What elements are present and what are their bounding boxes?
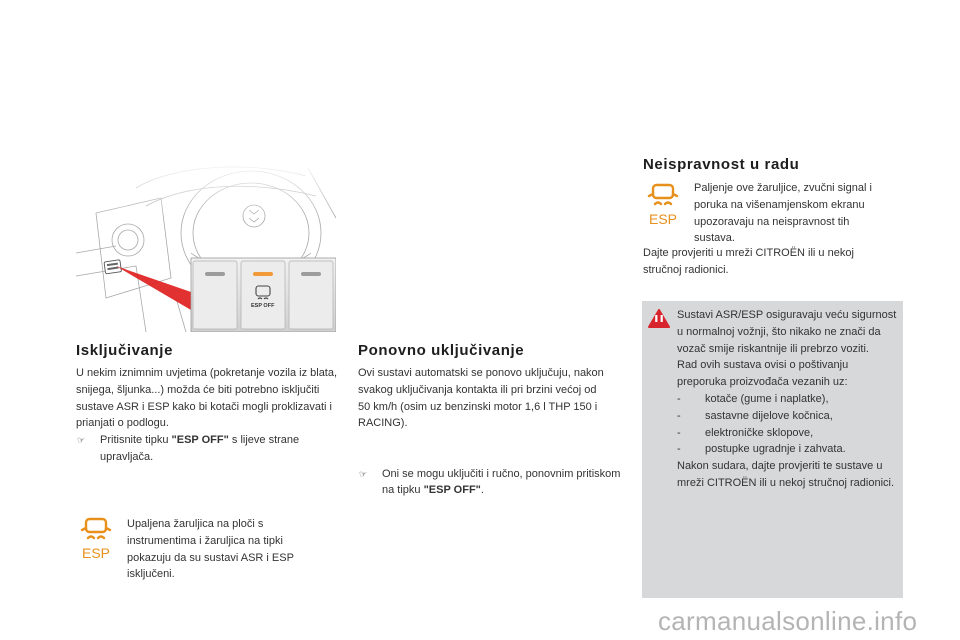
pointer-bullet-icon: ☞ xyxy=(359,468,368,479)
safety-warning-box xyxy=(642,301,903,598)
indicator-note: Upaljena žaruljica na ploči s instrumentima i žaruljica na tipki pokazuju da su sustavi ASR i ESP isključeni. xyxy=(127,518,294,581)
warning-line: Rad ovih sustava ovisi o poštivanju preporuka proizvođača vezanih uz: xyxy=(677,359,849,389)
disabling-paragraph: U nekim iznimnim uvjetima (pokretanje vozila iz blata, snijega, šljunka...) možda će biti potrebno isključiti sustave ASR i ESP kako bi kotači mogli proklizavati i prianjati o podlogu. xyxy=(76,367,338,430)
warning-item: - postupke ugradnje i zahvata. xyxy=(677,443,846,456)
warning-line: Sustavi ASR/ESP osiguravaju veću sigurnost u normalnoj vožnji, što nikako ne znači da vozač smije riskantnije ili prebrzo voziti. xyxy=(677,309,897,355)
malfunction-icon-text: Paljenje ove žaruljice, zvučni signal i poruka na višenamjenskom ekranu upozoravaju na neispravnost tih sustava. xyxy=(694,182,872,245)
watermark: carmanualsonline.info xyxy=(658,606,918,636)
esp-malfunction-icon xyxy=(647,182,679,226)
disabling-instruction: ☞ Pritisnite tipku "ESP OFF" s lijeve strane upravljača. xyxy=(77,434,300,463)
warning-item: - sastavne dijelove kočnica, xyxy=(677,409,833,422)
esp-icon-label: ESP xyxy=(648,211,678,226)
warning-item: - elektroničke sklopove, xyxy=(677,426,814,439)
warning-item: - kotače (gume i naplatke), xyxy=(677,392,829,405)
warning-exclamation-icon xyxy=(648,309,670,329)
esp-icon-label: ESP xyxy=(81,545,111,560)
esp-warning-icon xyxy=(80,516,112,560)
section-title-reactivation: Ponovno uključivanje xyxy=(358,342,525,359)
esp-off-illustration xyxy=(76,158,336,332)
reactivation-instruction: ☞ Oni se mogu uključiti i ručno, ponovnim pritiskom na tipku "ESP OFF". xyxy=(359,467,621,497)
esp-off-button-label: ESP OFF xyxy=(251,303,275,309)
malfunction-paragraph: Dajte provjeriti u mreži CITROËN ili u nekoj stručnoj radionici. xyxy=(643,247,854,276)
section-title-malfunction: Neispravnost u radu xyxy=(643,156,800,173)
pointer-bullet-icon: ☞ xyxy=(77,435,86,445)
warning-closing: Nakon sudara, dajte provjeriti te sustave u mreži CITROËN ili u nekoj stručnoj radionici. xyxy=(677,460,895,489)
section-title-disabling: Isključivanje xyxy=(76,342,174,359)
reactivation-paragraph: Ovi sustavi automatski se ponovo uključuju, nakon svakog uključivanja kontakta ili pri brzini većoj od 50 km/h (osim uz benzinski motor 1,6 l THP 150 i RACING). xyxy=(358,367,604,430)
